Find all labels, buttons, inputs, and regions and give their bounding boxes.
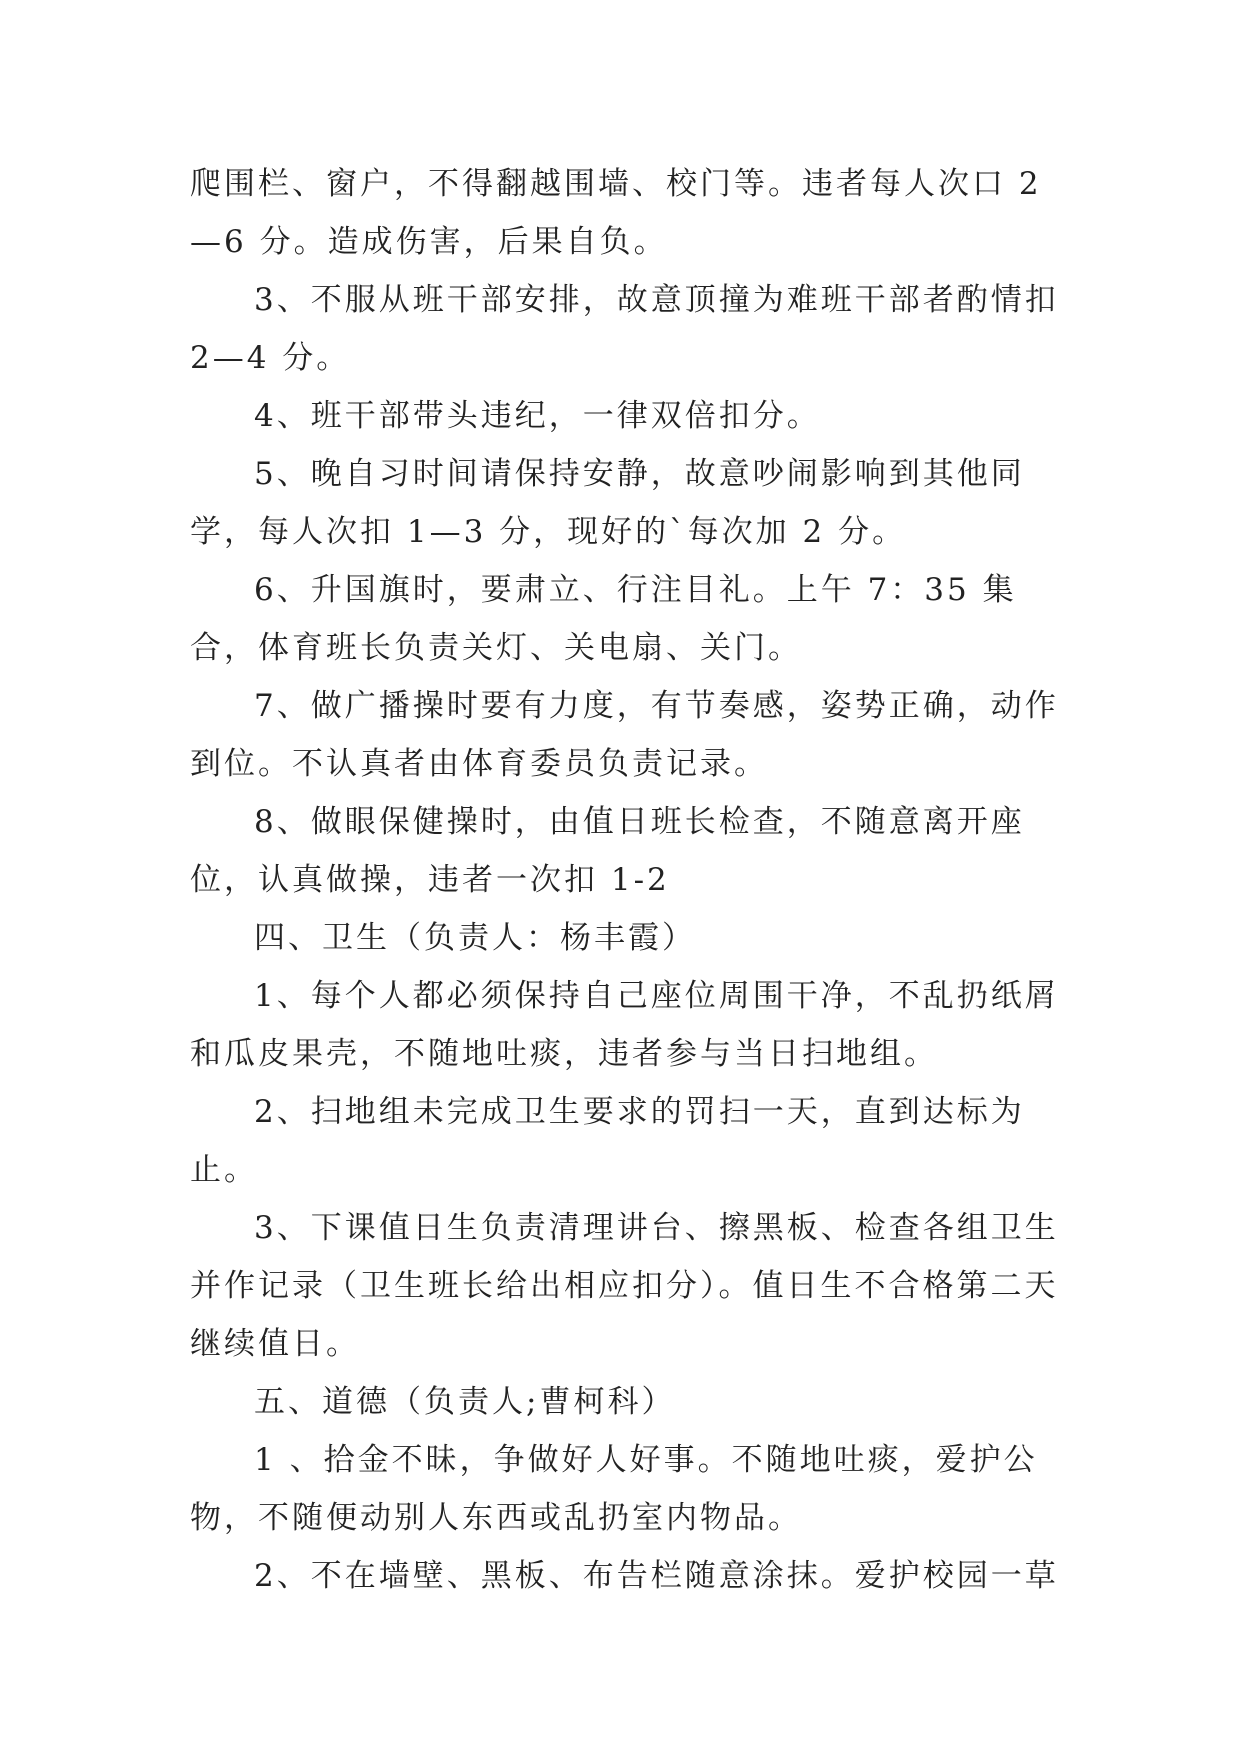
paragraph-14: 2、不在墙壁、黑板、布告栏随意涂抹。爱护校园一草	[254, 1558, 1059, 1594]
paragraph-5: 6、升国旗时，要肃立、行注目礼。上午 7：35 集合，体育班长负责关灯、关电扇、关门。	[190, 572, 1017, 666]
section-heading-morality: 五、道德（负责人;曹柯科）	[254, 1384, 676, 1420]
paragraph-2: 3、不服从班干部安排，故意顶撞为难班干部者酌情扣 2—4 分。	[190, 282, 1059, 376]
paragraph-4: 5、晚自习时间请保持安静，故意吵闹影响到其他同学，每人次扣 1—3 分，现好的`每次加 2 分。	[190, 456, 1025, 550]
paragraph-6: 7、做广播操时要有力度，有节奏感，姿势正确，动作到位。不认真者由体育委员负责记录。	[190, 688, 1059, 782]
paragraph-10: 2、扫地组未完成卫生要求的罚扫一天，直到达标为止。	[190, 1094, 1025, 1188]
paragraph-1: 爬围栏、窗户，不得翻越围墙、校门等。违者每人次口 2—6 分。造成伤害，后果自负。	[190, 166, 1042, 260]
paragraph-7: 8、做眼保健操时，由值日班长检查，不随意离开座位，认真做操，违者一次扣 1-2	[190, 804, 1025, 898]
paragraph-11: 3、下课值日生负责清理讲台、擦黑板、检查各组卫生并作记录（卫生班长给出相应扣分）。值日生不合格第二天继续值日。	[190, 1210, 1059, 1362]
paragraph-3: 4、班干部带头违纪，一律双倍扣分。	[254, 398, 821, 434]
document-body	[190, 155, 1070, 1605]
paragraph-13: 1 、拾金不昧，争做好人好事。不随地吐痰，爱护公物，不随便动别人东西或乱扔室内物品。	[190, 1442, 1038, 1536]
paragraph-9: 1、每个人都必须保持自己座位周围干净，不乱扔纸屑和瓜皮果壳，不随地吐痰，违者参与当日扫地组。	[190, 978, 1059, 1072]
section-heading-hygiene: 四、卫生（负责人：杨丰霞）	[254, 920, 696, 956]
